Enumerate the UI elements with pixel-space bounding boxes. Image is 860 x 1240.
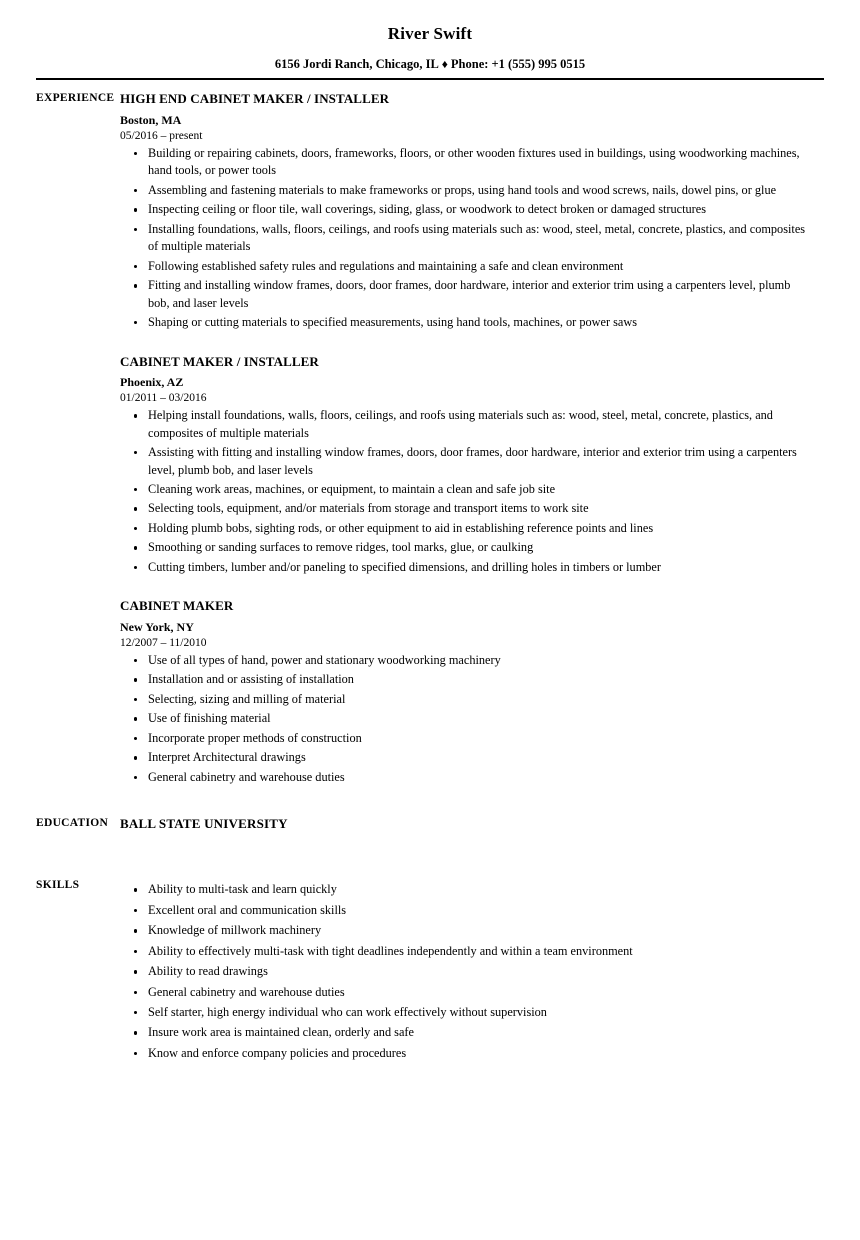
list-item: Use of all types of hand, power and stationary woodworking machinery xyxy=(120,652,806,669)
job-dates: 01/2011 – 03/2016 xyxy=(120,391,207,404)
experience-section xyxy=(0,91,860,786)
list-item: Building or repairing cabinets, doors, frameworks, floors, or other wooden fixtures used in buildings, using woodworking machines, hand tools, or power tools xyxy=(120,145,806,180)
job-responsibility-list xyxy=(120,652,806,786)
job-location: Phoenix, AZ xyxy=(120,374,184,389)
list-item: Selecting tools, equipment, and/or materials from storage and transport items to work site xyxy=(120,500,806,517)
list-item: Assembling and fastening materials to make frameworks or props, using hand tools and wood screws, nails, dowel pins, or glue xyxy=(120,182,806,199)
section-label-experience: EXPERIENCE xyxy=(36,92,115,105)
section-label-education: EDUCATION xyxy=(36,817,109,830)
job-dates: 12/2007 – 11/2010 xyxy=(120,636,207,649)
job-title: HIGH END CABINET MAKER / INSTALLER xyxy=(120,91,390,107)
list-item: Cutting timbers, lumber and/or paneling to specified dimensions, and drilling holes in timbers or lumber xyxy=(120,559,806,576)
list-item: Ability to multi-task and learn quickly xyxy=(120,881,806,898)
skills-section xyxy=(0,878,860,1062)
job-entry xyxy=(120,598,806,786)
job-title: CABINET MAKER xyxy=(120,598,234,614)
list-item: Excellent oral and communication skills xyxy=(120,902,806,919)
list-item: Use of finishing material xyxy=(120,710,806,727)
candidate-name: River Swift xyxy=(387,24,473,43)
diamond-separator-icon: ♦ xyxy=(441,57,448,72)
list-item: Inspecting ceiling or floor tile, wall coverings, siding, glass, or woodwork to detect broken or damaged structures xyxy=(120,201,806,218)
list-item: Smoothing or sanding surfaces to remove ridges, tool marks, glue, or caulking xyxy=(120,539,806,556)
list-item: Cleaning work areas, machines, or equipment, to maintain a clean and safe job site xyxy=(120,481,806,498)
job-title: CABINET MAKER / INSTALLER xyxy=(120,353,319,369)
experience-body xyxy=(120,91,860,786)
job-dates: 05/2016 – present xyxy=(120,129,203,142)
list-item: Self starter, high energy individual who can work effectively without supervision xyxy=(120,1004,806,1021)
contact-line xyxy=(0,57,860,72)
list-item: Incorporate proper methods of construction xyxy=(120,730,806,747)
education-body xyxy=(120,816,860,832)
list-item: Helping install foundations, walls, floors, ceilings, and roofs using materials such as: wood, steel, metal, concrete, plastics, and composites of multiple materials xyxy=(120,407,806,442)
list-item: Ability to read drawings xyxy=(120,963,806,980)
list-item: Following established safety rules and regulations and maintaining a safe and clean environment xyxy=(120,258,806,275)
header-divider xyxy=(36,78,824,80)
list-item: Installation and or assisting of installation xyxy=(120,671,806,688)
contact-address: 6156 Jordi Ranch, Chicago, IL xyxy=(274,57,439,72)
list-item: Knowledge of millwork machinery xyxy=(120,922,806,939)
job-location: New York, NY xyxy=(120,619,194,634)
list-item: Assisting with fitting and installing window frames, doors, door frames, door hardware, interior and exterior trim using a carpenters level, plumb bob, and laser levels xyxy=(120,444,806,479)
list-item: Fitting and installing window frames, doors, door frames, door hardware, interior and exterior trim using a carpenters level, plumb bob, and laser levels xyxy=(120,277,806,312)
section-label-skills: SKILLS xyxy=(36,879,80,892)
skills-list xyxy=(120,881,806,1062)
resume-header xyxy=(0,0,860,80)
job-responsibility-list xyxy=(120,407,806,576)
job-entry xyxy=(120,91,806,331)
job-entry xyxy=(120,354,806,577)
list-item: Interpret Architectural drawings xyxy=(120,749,806,766)
list-item: Ability to effectively multi-task with tight deadlines independently and within a team environment xyxy=(120,943,806,960)
list-item: General cabinetry and warehouse duties xyxy=(120,984,806,1001)
list-item: Insure work area is maintained clean, orderly and safe xyxy=(120,1024,806,1041)
skills-body xyxy=(120,878,860,1062)
list-item: Installing foundations, walls, floors, ceilings, and roofs using materials such as: wood, steel, metal, concrete, plastics, and composites of multiple materials xyxy=(120,221,806,256)
education-school-name: BALL STATE UNIVERSITY xyxy=(120,816,288,832)
list-item: Shaping or cutting materials to specified measurements, using hand tools, machines, or power saws xyxy=(120,314,806,331)
job-responsibility-list xyxy=(120,145,806,332)
education-section xyxy=(0,816,860,832)
job-location: Boston, MA xyxy=(120,112,182,127)
contact-phone: Phone: +1 (555) 995 0515 xyxy=(450,57,586,72)
list-item: Holding plumb bobs, sighting rods, or other equipment to aid in establishing reference points and lines xyxy=(120,520,806,537)
list-item: Selecting, sizing and milling of material xyxy=(120,691,806,708)
list-item: General cabinetry and warehouse duties xyxy=(120,769,806,786)
list-item: Know and enforce company policies and procedures xyxy=(120,1045,806,1062)
